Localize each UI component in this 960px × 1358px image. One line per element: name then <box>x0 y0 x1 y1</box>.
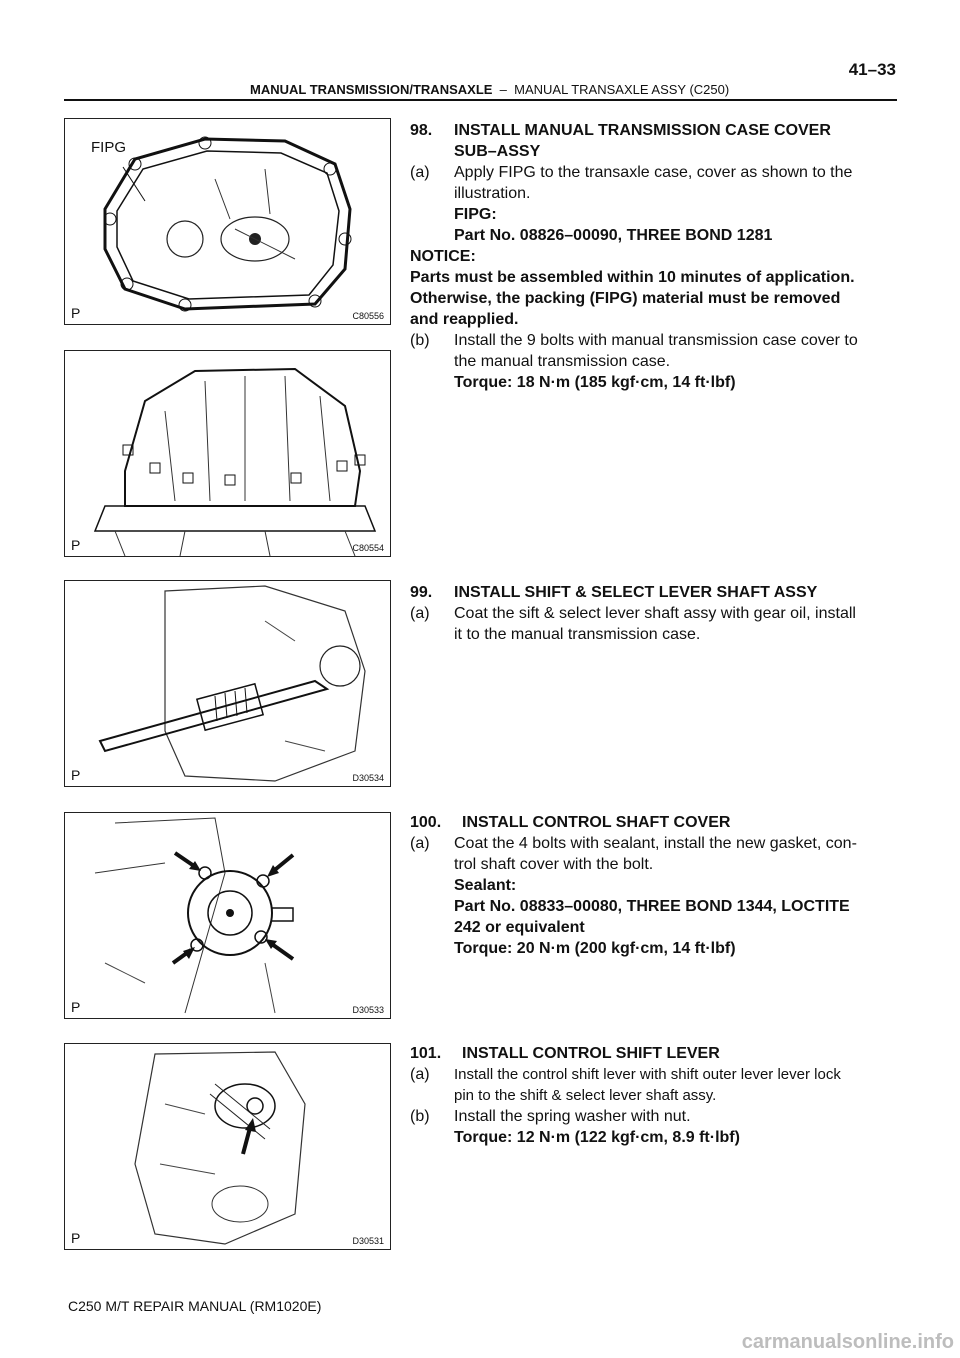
footer-manual-id: C250 M/T REPAIR MANUAL (RM1020E) <box>68 1298 322 1314</box>
header-subsection: MANUAL TRANSAXLE ASSY (C250) <box>514 82 730 97</box>
sealant-label: Sealant: <box>454 877 517 894</box>
figure-p-mark: P <box>71 767 81 783</box>
figure-case-cover-fipg <box>64 118 391 325</box>
step-99-a: (a) Coat the sift & select lever shaft assy with gear oil, install it to the manual transmission case. <box>410 605 856 643</box>
fipg-part: Part No. 08826–00090, THREE BOND 1281 <box>454 227 773 244</box>
figure-p-mark: P <box>71 537 81 553</box>
shift-lever-illustration <box>65 1044 390 1249</box>
header-section: MANUAL TRANSMISSION/TRANSAXLE <box>250 82 493 97</box>
step-100-a: (a) Coat the 4 bolts with sealant, install the new gasket, con- trol shaft cover with the bolt. <box>410 835 857 873</box>
step-98-title: 98. INSTALL MANUAL TRANSMISSION CASE COVER SUB–ASSY <box>410 122 831 160</box>
running-header <box>250 82 729 97</box>
figure-code: C80554 <box>352 543 384 553</box>
fipg-callout: FIPG <box>91 139 127 156</box>
notice-line: and reapplied. <box>410 311 519 328</box>
torque-spec: Torque: 18 N·m (185 kgf·cm, 14 ft·lbf) <box>454 374 736 391</box>
torque-spec: Torque: 20 N·m (200 kgf·cm, 14 ft·lbf) <box>454 940 736 957</box>
figure-code: C80556 <box>352 311 384 321</box>
figure-case-cover-bolts <box>64 350 391 557</box>
header-rule <box>64 99 897 101</box>
notice-label: NOTICE: <box>410 248 476 265</box>
notice-line: Otherwise, the packing (FIPG) material must be removed <box>410 290 841 307</box>
lever-shaft-illustration <box>65 581 390 786</box>
control-cover-illustration <box>65 813 390 1018</box>
watermark: carmanualsonline.info <box>741 1331 954 1353</box>
torque-spec: Torque: 12 N·m (122 kgf·cm, 8.9 ft·lbf) <box>454 1129 740 1146</box>
step-98-b: (b) Install the 9 bolts with manual transmission case cover to the manual transmission case. <box>410 332 858 370</box>
header-separator: – <box>499 82 507 97</box>
figure-control-shift-lever <box>64 1043 391 1250</box>
step-100-title: 100. INSTALL CONTROL SHAFT COVER <box>410 814 731 831</box>
step-99-title: 99. INSTALL SHIFT & SELECT LEVER SHAFT ASSY <box>410 584 818 601</box>
step-101-title: 101. INSTALL CONTROL SHIFT LEVER <box>410 1045 720 1062</box>
step-98-a: (a) Apply FIPG to the transaxle case, cover as shown to the illustration. <box>410 164 853 202</box>
step-101-a: (a) Install the control shift lever with shift outer lever lever lock pin to the shift & select lever shaft assy. <box>410 1066 841 1104</box>
figure-p-mark: P <box>71 305 81 321</box>
figure-control-shaft-cover <box>64 812 391 1019</box>
step-99 <box>410 582 896 645</box>
sealant-part: Part No. 08833–00080, THREE BOND 1344, LOCTITE <box>454 898 850 915</box>
step-101 <box>410 1043 896 1148</box>
sealant-part: 242 or equivalent <box>454 919 585 936</box>
step-101-b: (b) Install the spring washer with nut. <box>410 1108 691 1125</box>
figure-code: D30533 <box>352 1005 384 1015</box>
figure-p-mark: P <box>71 999 81 1015</box>
step-100 <box>410 812 896 959</box>
fipg-label: FIPG: <box>454 206 497 223</box>
bolted-cover-illustration <box>65 351 390 556</box>
figure-code: D30534 <box>352 773 384 783</box>
figure-p-mark: P <box>71 1230 81 1246</box>
page-number: 41–33 <box>848 60 896 79</box>
figure-code: D30531 <box>352 1236 384 1246</box>
figure-lever-shaft <box>64 580 391 787</box>
notice-line: Parts must be assembled within 10 minutes of application. <box>410 269 855 286</box>
step-98 <box>410 120 896 393</box>
